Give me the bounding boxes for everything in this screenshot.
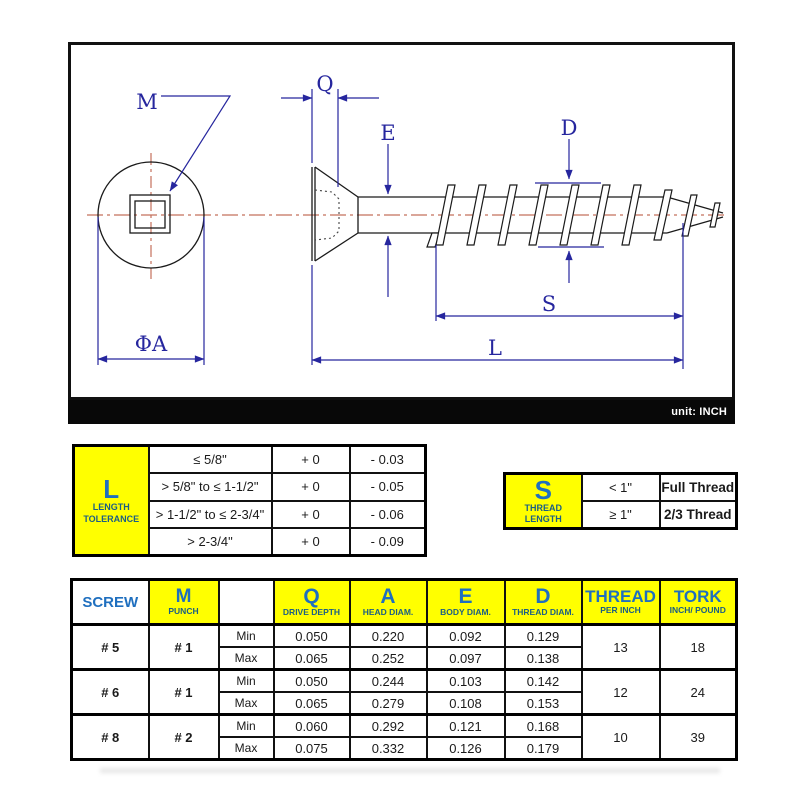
e-max: 0.108 [427,692,505,715]
header-row [72,580,737,625]
s-value: Full Thread [660,474,737,502]
table-row-min [72,625,737,648]
a-max: 0.279 [350,692,427,715]
q-min: 0.060 [274,715,350,738]
d-main: D [535,585,551,609]
col-header-a [350,580,427,625]
table-row [74,446,426,474]
tork-value: 18 [660,625,737,670]
punch-size: # 2 [149,715,219,760]
e-min: 0.121 [427,715,505,738]
s-range: ≥ 1" [582,501,660,529]
table-row [505,474,737,502]
q-max: 0.075 [274,737,350,760]
l-minus: - 0.06 [350,501,426,529]
a-sub: HEAD DIAM. [362,607,414,618]
min-label: Min [219,715,274,738]
e-main: E [458,585,473,609]
s-value: 2/3 Thread [660,501,737,529]
screw-drawing [71,45,738,403]
col-header-screw: SCREW [72,580,149,625]
tork-value: 24 [660,670,737,715]
label-e: E [380,121,396,145]
col-header-q [274,580,350,625]
min-label: Min [219,670,274,693]
a-main: A [380,585,396,609]
max-label: Max [219,647,274,670]
m-main: M [175,586,192,608]
e-sub: BODY DIAM. [440,607,491,618]
d-max: 0.153 [505,692,582,715]
l-range: > 2-3/4" [149,528,272,556]
print-artifact [100,768,720,773]
s-sub2: LENGTH [524,514,562,524]
l-letter: L [103,474,120,505]
col-header-tork [660,580,737,625]
col-header-m [149,580,219,625]
q-min: 0.050 [274,625,350,648]
l-plus: + 0 [272,501,350,529]
l-plus: + 0 [272,528,350,556]
a-min: 0.220 [350,625,427,648]
d-max: 0.179 [505,737,582,760]
l-sub2: TOLERANCE [83,513,140,524]
s-sub1: THREAD [524,502,562,513]
max-label: Max [219,737,274,760]
l-minus: - 0.03 [350,446,426,474]
e-min: 0.092 [427,625,505,648]
tork-sub: INCH/ POUND [669,605,726,616]
col-header-e [427,580,505,625]
l-sub1: LENGTH [92,502,130,513]
thread-per-inch: 13 [582,625,660,670]
e-max: 0.097 [427,647,505,670]
l-table-header-cell [74,446,149,556]
a-max: 0.332 [350,737,427,760]
thread-sub: PER INCH [600,605,641,616]
d-min: 0.142 [505,670,582,693]
table-row-min [72,715,737,738]
thread-main: THREAD [585,587,656,607]
e-min: 0.103 [427,670,505,693]
thread-length-table [503,472,738,530]
l-range: ≤ 5/8" [149,446,272,474]
min-label: Min [219,625,274,648]
s-table-header-cell [505,474,582,529]
a-min: 0.292 [350,715,427,738]
d-min: 0.168 [505,715,582,738]
screw-spec-table [70,578,738,761]
a-max: 0.252 [350,647,427,670]
d-max: 0.138 [505,647,582,670]
label-s: S [541,292,557,316]
e-max: 0.126 [427,737,505,760]
m-sub: PUNCH [168,606,199,617]
unit-bar [68,400,735,424]
q-min: 0.050 [274,670,350,693]
length-tolerance-table [72,444,427,557]
screw-size: # 8 [72,715,149,760]
q-main: Q [303,585,320,609]
d-sub: THREAD DIAM. [512,607,574,618]
l-minus: - 0.05 [350,473,426,501]
screw-size: # 5 [72,625,149,670]
col-header-thread [582,580,660,625]
a-min: 0.244 [350,670,427,693]
l-plus: + 0 [272,473,350,501]
thread-flights [427,185,723,247]
screw-size: # 6 [72,670,149,715]
d-min: 0.129 [505,625,582,648]
col-header-blank [219,580,274,625]
thread-per-inch: 10 [582,715,660,760]
punch-size: # 1 [149,625,219,670]
col-header-d [505,580,582,625]
max-label: Max [219,692,274,715]
s-range: < 1" [582,474,660,502]
q-max: 0.065 [274,692,350,715]
q-max: 0.065 [274,647,350,670]
table-row-min [72,670,737,693]
technical-drawing-panel [68,42,735,400]
tork-value: 39 [660,715,737,760]
unit-label: unit: INCH [671,406,727,418]
s-letter: S [534,474,552,505]
l-minus: - 0.09 [350,528,426,556]
label-d: D [560,116,578,140]
tork-main: TORK [673,587,722,607]
l-plus: + 0 [272,446,350,474]
thread-per-inch: 12 [582,670,660,715]
q-sub: DRIVE DEPTH [282,607,341,618]
label-l: L [488,336,502,360]
label-m: M [136,90,158,114]
l-range: > 1-1/2" to ≤ 2-3/4" [149,501,272,529]
l-range: > 5/8" to ≤ 1-1/2" [149,473,272,501]
label-phi-a: ΦA [134,332,168,356]
label-q: Q [316,72,334,96]
punch-size: # 1 [149,670,219,715]
